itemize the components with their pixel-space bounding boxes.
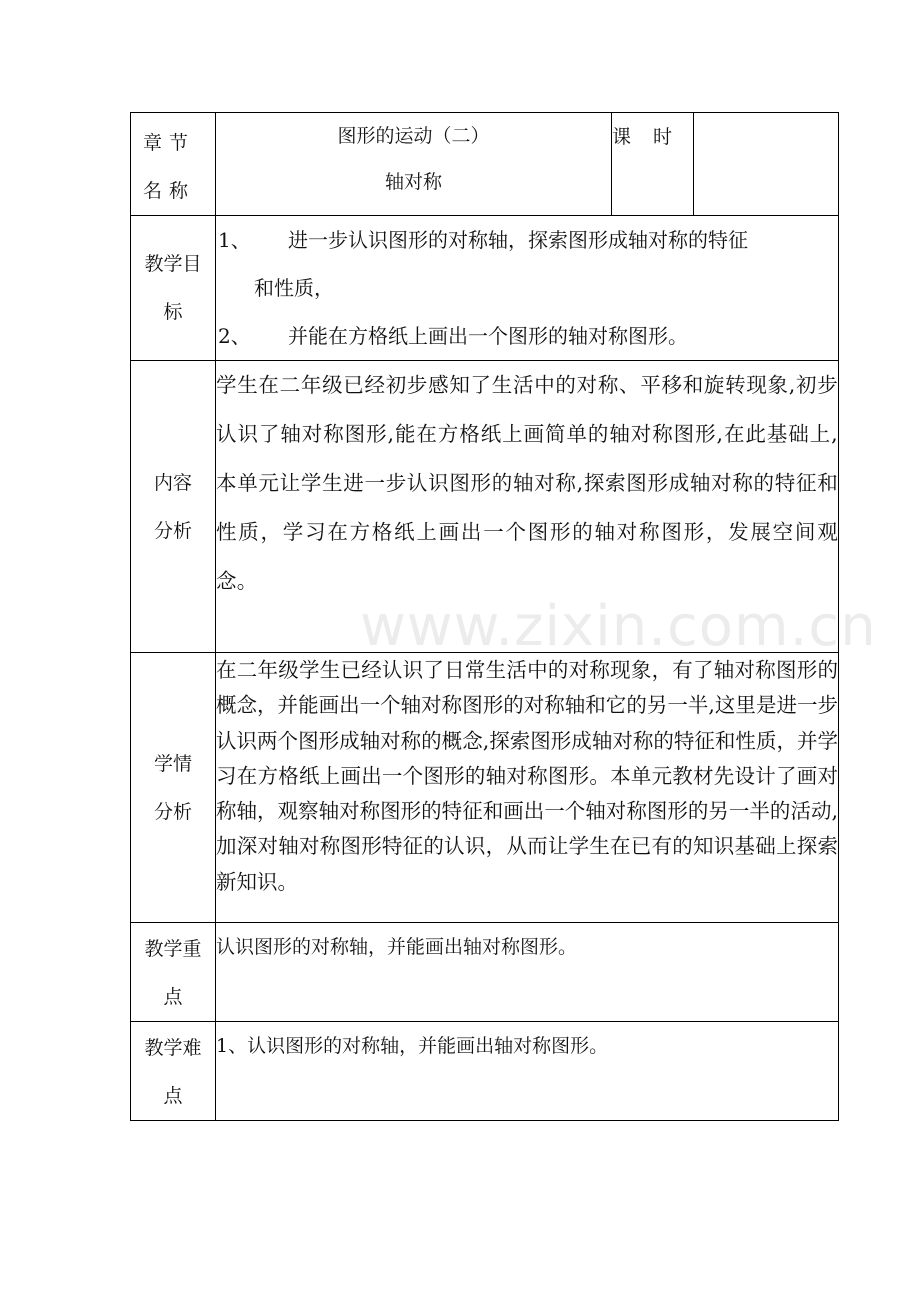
key-points-label: 教学重点 bbox=[131, 923, 216, 1022]
student-analysis-label: 学情分析 bbox=[131, 653, 216, 923]
goals-content bbox=[216, 216, 839, 361]
goals-row bbox=[131, 216, 839, 361]
content-analysis-label: 内容分析 bbox=[131, 361, 216, 653]
goal-text-1: 进一步认识图形的对称轴，探索图形成轴对称的特征 bbox=[288, 228, 748, 252]
chapter-title-line2: 轴对称 bbox=[384, 171, 442, 193]
difficult-points-row bbox=[131, 1022, 839, 1121]
ks-value bbox=[694, 113, 839, 216]
goal-text-2: 并能在方格纸上画出一个图形的轴对称图形。 bbox=[288, 324, 688, 348]
ks-label: 课 时 bbox=[612, 113, 694, 216]
chapter-title-line1: 图形的运动（二） bbox=[337, 125, 490, 147]
chapter-title bbox=[216, 113, 612, 216]
goal-num-1: 1、 bbox=[218, 228, 251, 252]
watermark: www.zixin.com.cn bbox=[360, 594, 877, 659]
difficult-points-label: 教学难点 bbox=[131, 1022, 216, 1121]
goal-item-2 bbox=[216, 312, 838, 360]
content-analysis-row bbox=[131, 361, 839, 653]
difficult-points-text: 1、认识图形的对称轴，并能画出轴对称图形。 bbox=[216, 1022, 839, 1121]
content-analysis-text: 学生在二年级已经初步感知了生活中的对称、平移和旋转现象,初步认识了轴对称图形,能在方格纸上画简单的轴对称图形,在此基础上,本单元让学生进一步认识图形的轴对称,探索图形成轴对称的特征和性质，学习在方格纸上画出一个图形的轴对称图形，发展空间观念。 bbox=[216, 361, 839, 653]
goal-item-1 bbox=[216, 216, 838, 264]
chapter-row bbox=[131, 113, 839, 216]
goal-num-2: 2、 bbox=[218, 324, 251, 348]
student-analysis-row bbox=[131, 653, 839, 923]
goal-cont-1: 和性质， bbox=[254, 276, 334, 300]
key-points-text: 认识图形的对称轴，并能画出轴对称图形。 bbox=[216, 923, 839, 1022]
chapter-label: 章节名称 bbox=[131, 113, 216, 216]
goals-label: 教学目标 bbox=[131, 216, 216, 361]
lesson-plan-table bbox=[130, 112, 839, 1121]
student-analysis-text: 在二年级学生已经认识了日常生活中的对称现象，有了轴对称图形的概念，并能画出一个轴对称图形的对称轴和它的另一半,这里是进一步认识两个图形成轴对称的概念,探索图形成轴对称的特征和性质，并学习在方格纸上画出一个图形的轴对称图形。本单元教材先设计了画对称轴，观察轴对称图形的特征和画出一个轴对称图形的另一半的活动,加深对轴对称图形特征的认识，从而让学生在已有的知识基础上探索新知识。 bbox=[216, 653, 839, 923]
key-points-row bbox=[131, 923, 839, 1022]
